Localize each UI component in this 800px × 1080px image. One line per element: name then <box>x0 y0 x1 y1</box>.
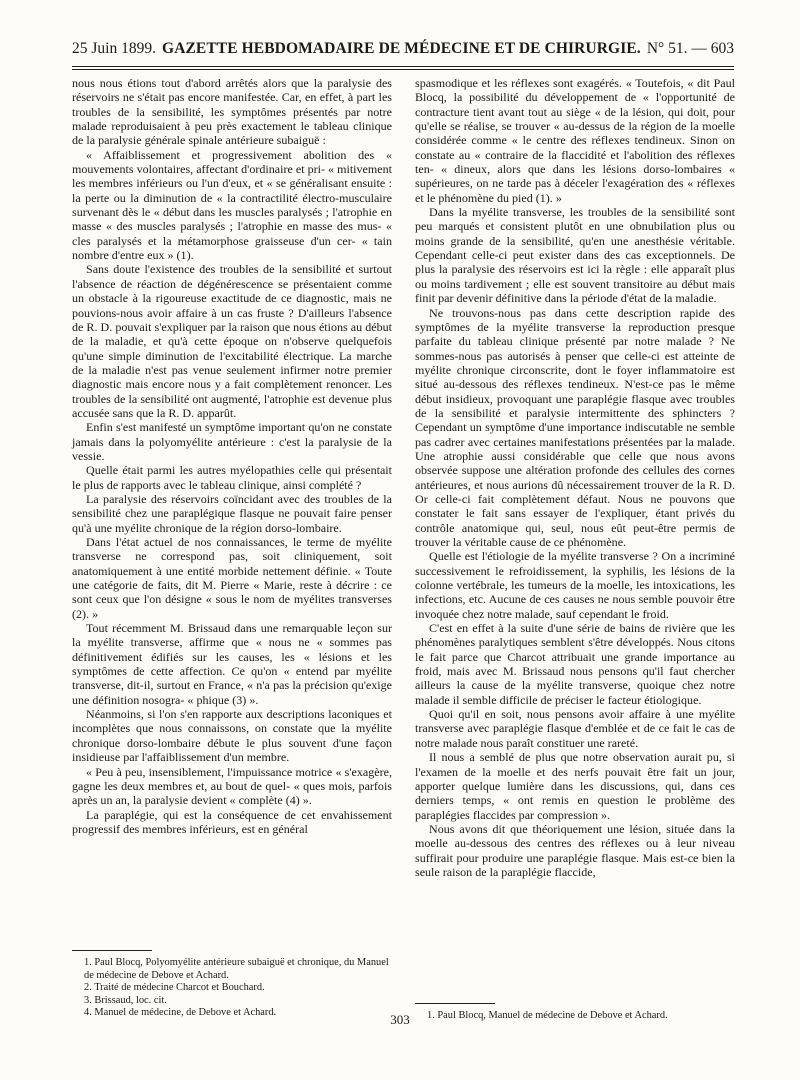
header-date: 25 Juin 1899. <box>72 40 156 57</box>
paragraph: Quelle était parmi les autres myélopathies celle qui présentait le plus de rapports avec le tableau clinique, ainsi complété ? <box>72 463 392 492</box>
paragraph: Quelle est l'étiologie de la myélite transverse ? On a incriminé successivement le refroidissement, la syphilis, les lésions de la colonne vertébrale, les tumeurs de la moelle, les intoxications, les infections, etc. Aucune de ces causes ne nous semble pouvoir être invoquée chez notre malade, sauf cependant le froid. <box>415 549 735 621</box>
paragraph: Quoi qu'il en soit, nous pensons avoir affaire à une myélite transverse avec paraplégie flasque d'emblée et de ce fait le cas de notre malade nous paraît constituer une rareté. <box>415 707 735 750</box>
quotation: spasmodique et les réflexes sont exagérés. « Toutefois, « dit Paul Blocq, la possibilité du développement de « l'opportunité de contracture tient avant tout au siège « de la lésion, qui doit, pour qu'elle se réalise, se trouver « au-dessus de la région de la moelle considérée comme « le centre des réflexes tendineux. Sinon on constate au « contraire de la flaccidité et l'abolition des réflexes ten- « dineux, alors que dans les lésions dorso-lombaires « supérieures, on ne tarde pas à déceler l'exagération des « réflexes et le phénomène du pied (1). » <box>415 76 735 205</box>
paragraph: Néanmoins, si l'on s'en rapporte aux descriptions laconiques et incomplètes que nous connaissons, on constate que la myélite chronique dorso-lombaire débute le plus souvent d'une façon insidieuse par l'affaiblissement d'un membre. <box>72 707 392 765</box>
footnote-rule <box>415 1003 495 1004</box>
paragraph: Nous avons dit que théoriquement une lésion, située dans la moelle au-dessous des centres des réflexes ou à leur niveau suffirait pour produire une paraplégie flasque. Mais est-ce bien la seule raison de la paraplégie flaccide, <box>415 821 735 879</box>
right-column <box>415 76 735 879</box>
paragraph: Dans la myélite transverse, les troubles de la sensibilité sont peu marqués et consistent plutôt en une obnubilation plus ou moins grande de la sensibilité, qu'en une anesthésie véritable. Cependant celle-ci peut exister dans des cas exceptionnels. De plus la paralysie des réservoirs est ici la règle : elle apparaît plus ou moins tardivement ; elle est souvent transitoire au début mais finit par devenir définitive dans la période d'état de la maladie. <box>415 205 735 306</box>
page-number: 303 <box>390 1012 410 1027</box>
paragraph: Sans doute l'existence des troubles de la sensibilité et surtout l'absence de réaction de dégénérescence se présentaient comme un obstacle à la rigoureuse exactitude de ce diagnostic, mais ne pouvions-nous avoir affaire à un cas fruste ? D'ailleurs l'absence de R. D. pouvait s'expliquer par la raison que nous étions au début de la maladie, et qu'à cette époque on n'observe quelquefois qu'une simple diminution de l'excitabilité électrique. La marche de la maladie n'est pas venue seulement infirmer notre premier diagnostic mais encore nous y a fait complètement renoncer. Les troubles de la sensibilité ont augmenté, l'atrophie est devenue plus accusée sans que la R. D. apparût. <box>72 262 392 420</box>
footnote-rule <box>72 950 152 951</box>
header-rule-bottom <box>72 69 734 70</box>
left-column <box>72 76 392 836</box>
paragraph: Tout récemment M. Brissaud dans une remarquable leçon sur la myélite transverse, affirme que « nous ne « sommes pas définitivement édifiés sur les causes, les « lésions et les symptômes de cette affection. Ce qu'on « entend par myélite transverse, dit-il, surtout en France, « n'a pas la précision qu'exige une définition nosogra- « phique (3) ». <box>72 621 392 707</box>
footnote: 4. Manuel de médecine, de Debove et Achard. <box>84 1007 277 1019</box>
quotation: « Peu à peu, insensiblement, l'impuissance motrice « s'exagère, gagne les deux membres et, au bout de quel- « ques mois, parfois après un an, la paralysie devient « complète (4) ». <box>72 764 392 808</box>
paragraph: Enfin s'est manifesté un symptôme important qu'on ne constate jamais dans la polyomyélite antérieure : c'est la paralysie de la vessie. <box>72 420 392 463</box>
paragraph: Il nous a semblé de plus que notre observation aurait pu, si l'examen de la moelle et des nerfs pouvait être fait un jour, apporter quelque lumière dans les discussions, qui, dans ces derniers temps, « ont remis en question le problème des paraplégies flaccides par compression ». <box>415 750 735 822</box>
paragraph: nous nous étions tout d'abord arrêtés alors que la paralysie des réservoirs ne s'était pas encore manifestée. Car, en effet, à part les troubles de la sensibilité, les symptômes présentés par notre malade reproduisaient à peu près exactement le tableau clinique de la paralysie générale spinale antérieure subaiguë : <box>72 76 392 148</box>
header-rule-top <box>72 66 734 67</box>
footnote: 1. Paul Blocq, Polyomyélite antérieure subaiguë et chronique, du Manuel de médecine de Debove et Achard. <box>84 957 389 981</box>
paragraph: La paralysie des réservoirs coïncidant avec des troubles de la sensibilité chez une paraplégique flasque ne pouvait faire penser qu'à une myélite chronique de la région dorso-lombaire. <box>72 491 392 535</box>
journal-title: GAZETTE HEBDOMADAIRE DE MÉDECINE ET DE CHIRURGIE. <box>162 40 641 57</box>
footnote: 1. Paul Blocq, Manuel de médecine de Debove et Achard. <box>427 1010 668 1021</box>
footnote: 2. Traité de médecine Charcot et Bouchard. <box>84 982 265 994</box>
footnotes-left <box>72 950 392 1020</box>
paragraph: La paraplégie, qui est la conséquence de cet envahissement progressif des membres inférieurs, est en général <box>72 807 392 836</box>
quotation: « Affaiblissement et progressivement abolition des « mouvements volontaires, affectant d'ordinaire et pri- « mitivement les membres inférieurs ou l'un d'eux, et « se généralisant ensuite : la perte ou la diminution de « la contractilité électro-musculaire survenant dès le « début dans les muscles paralysés ; l'atrophie en masse « des muscles paralysés ; l'atrophie en masse des mus- « cles paralysés et la métamorphose graisseuse d'un cer- « tain nombre d'entre eux » (1). <box>72 147 392 263</box>
footnote: 3. Brissaud, loc. cit. <box>84 994 167 1006</box>
issue-number: N° 51. — 603 <box>646 40 734 57</box>
paragraph: C'est en effet à la suite d'une série de bains de rivière que les phénomènes paralytiques semblent s'être développés. Nous citons le fait parce que Charcot attribuait une grande importance au froid, mais avec M. Brissaud nous pensons qu'il faut chercher ailleurs la cause de la myélite transverse, quoique chez notre malade il semble difficile de préciser le facteur étiologique. <box>415 621 735 707</box>
paragraph: Dans l'état actuel de nos connaissances, le terme de myélite transverse ne correspond pas, soit cliniquement, soit anatomiquement à une entité morbide nettement définie. « Toute une catégorie de faits, dit M. Pierre « Marie, reste à décrire : ce sont ceux que l'on désigne « sous le nom de myélites transverses (2). » <box>72 535 392 621</box>
paragraph: Ne trouvons-nous pas dans cette description rapide des symptômes de la myélite transverse la reproduction presque parfaite du tableau clinique présenté par notre malade ? Ne sommes-nous pas autorisés à penser que celle-ci est atteinte de myélite chronique circonscrite, dont le foyer inflammatoire est situé au-dessous des réflexes tendineux. N'est-ce pas le même début insidieux, provoquant une paraplégie flasque avec troubles de la sensibilité et paralysie intermittente des sphincters ? Cependant un symptôme d'une importance indiscutable ne semble pas cadrer avec certaines manifestations présentées par la malade. Une atrophie aussi considérable que celle que nous avons observée suppose une altération profonde des cellules des cornes antérieures, et nous aurions dû nécessairement trouver de la R. D. Or celle-ci fait complètement défaut. Nous ne pouvons que constater le fait sans essayer de l'expliquer, étant privés du contrôle anatomique qui, seul, nous eût peut-être permis de trouver la véritable cause de ce phénomène. <box>415 305 735 549</box>
running-header <box>72 40 734 64</box>
